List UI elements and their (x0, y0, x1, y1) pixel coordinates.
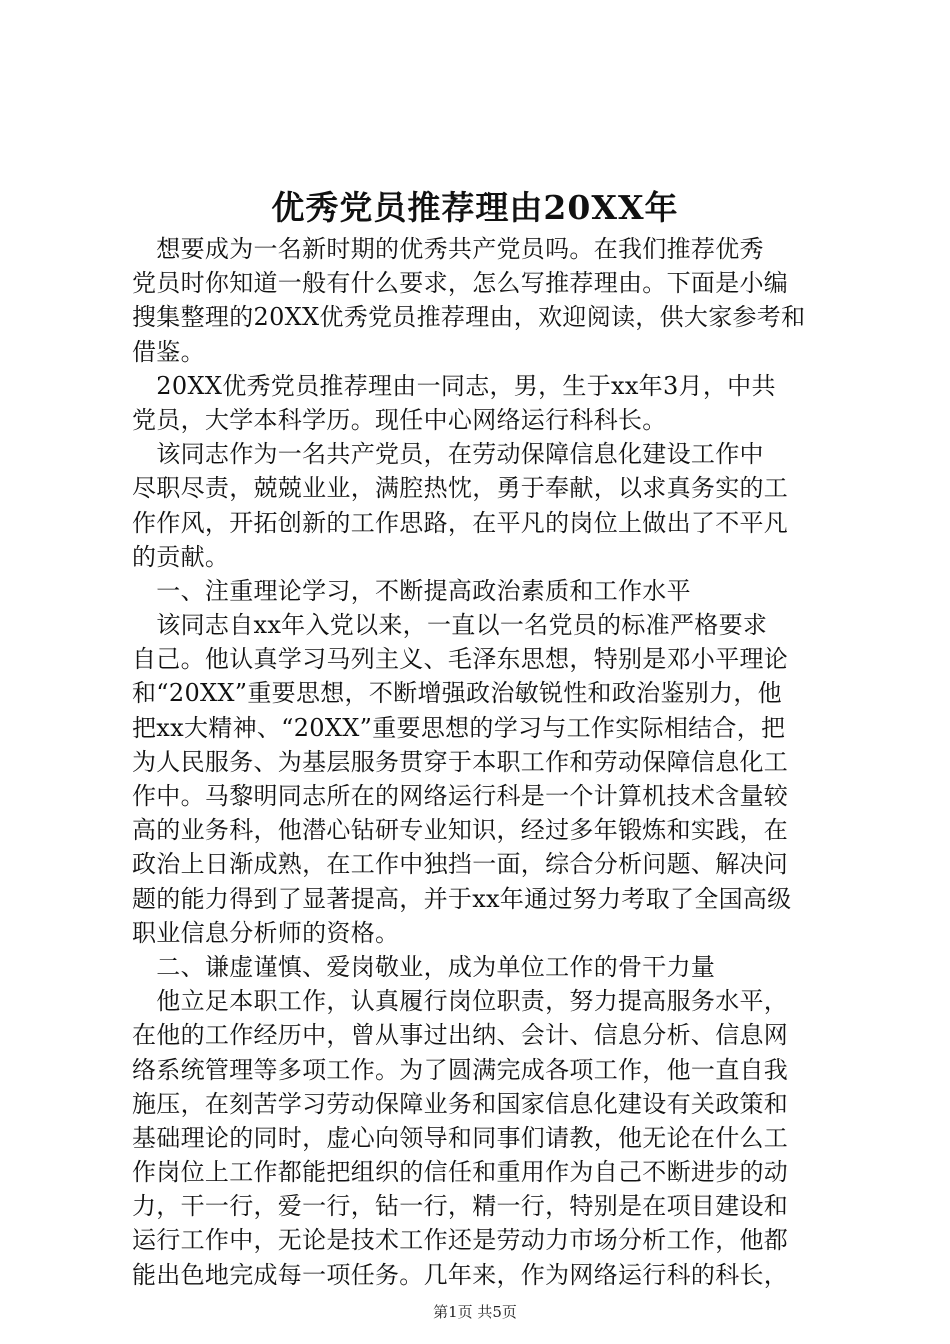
text-line: 一、注重理论学习，不断提高政治素质和工作水平 (132, 576, 691, 605)
text-line: 运行工作中，无论是技术工作还是劳动力市场分析工作，他都 (132, 1226, 789, 1255)
text-line: 络系统管理等多项工作。为了圆满完成各项工作，他一直自我 (132, 1055, 789, 1084)
text-line: 能出色地完成每一项任务。几年来，作为网络运行科的科长， (132, 1260, 789, 1289)
text-line: 作作风，开拓创新的工作思路，在平凡的岗位上做出了不平凡 (132, 508, 789, 537)
text-line: 20XX优秀党员推荐理由一同志，男，生于xx年3月，中共 (132, 371, 776, 400)
text-line: 该同志自xx年入党以来，一直以一名党员的标准严格要求 (132, 611, 768, 640)
page-footer: 第1页 共5页 (433, 1303, 517, 1321)
text-line: 力，干一行，爱一行，钻一行，精一行，特别是在项目建设和 (132, 1192, 789, 1221)
text-line: 把xx大精神、“20XX”重要思想的学习与工作实际相结合，把 (132, 713, 786, 742)
text-line: 政治上日渐成熟，在工作中独挡一面，综合分析问题、解决问 (132, 850, 789, 879)
text-line: 该同志作为一名共产党员，在劳动保障信息化建设工作中 (132, 440, 764, 469)
document-title: 优秀党员推荐理由20XX年 (271, 188, 679, 227)
text-line: 为人民服务、为基层服务贯穿于本职工作和劳动保障信息化工 (132, 747, 789, 776)
text-line: 作岗位上工作都能把组织的信任和重用作为自己不断进步的动 (132, 1158, 789, 1187)
text-line: 党员时你知道一般有什么要求，怎么写推荐理由。下面是小编 (132, 269, 789, 298)
document-body (132, 232, 832, 1292)
text-line: 二、谦虚谨慎、爱岗敬业，成为单位工作的骨干力量 (132, 952, 716, 981)
text-line: 自己。他认真学习马列主义、毛泽东思想，特别是邓小平理论 (132, 645, 789, 674)
text-line: 职业信息分析师的资格。 (132, 918, 400, 947)
text-line: 高的业务科，他潜心钻研专业知识，经过多年锻炼和实践，在 (132, 816, 789, 845)
text-line: 施压，在刻苦学习劳动保障业务和国家信息化建设有关政策和 (132, 1089, 789, 1118)
text-line: 基础理论的同时，虚心向领导和同事们请教，他无论在什么工 (132, 1123, 789, 1152)
text-line: 党员，大学本科学历。现任中心网络运行科科长。 (132, 405, 667, 434)
text-line: 搜集整理的20XX优秀党员推荐理由，欢迎阅读，供大家参考和 (132, 303, 806, 332)
text-line: 想要成为一名新时期的优秀共产党员吗。在我们推荐优秀 (132, 235, 764, 263)
text-line: 题的能力得到了显著提高，并于xx年通过努力考取了全国高级 (132, 884, 792, 913)
text-line: 在他的工作经历中，曾从事过出纳、会计、信息分析、信息网 (132, 1021, 789, 1050)
text-line: 他立足本职工作，认真履行岗位职责，努力提高服务水平， (132, 987, 789, 1016)
text-line: 的贡献。 (132, 542, 230, 571)
text-line: 和“20XX”重要思想，不断增强政治敏锐性和政治鉴别力，他 (132, 679, 782, 708)
text-line: 借鉴。 (132, 337, 205, 366)
text-line: 尽职尽责，兢兢业业，满腔热忱，勇于奉献，以求真务实的工 (132, 474, 789, 503)
text-line: 作中。马黎明同志所在的网络运行科是一个计算机技术含量较 (132, 782, 789, 810)
